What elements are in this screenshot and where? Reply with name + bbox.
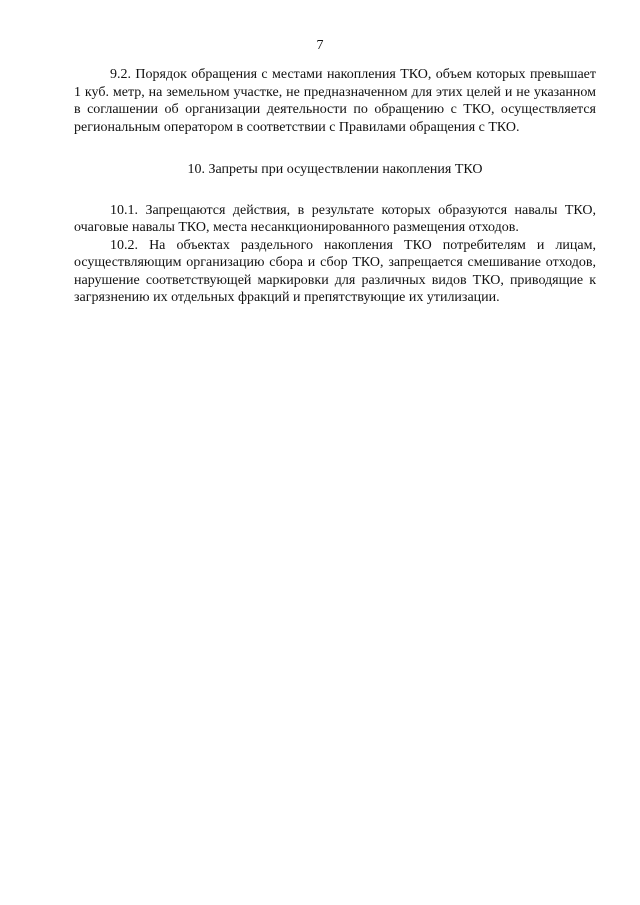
document-body <box>74 66 596 307</box>
page-number: 7 <box>316 38 324 53</box>
paragraph-10-1: 10.1. Запрещаются действия, в результате которых образуются навалы ТКО, очаговые навалы ТКО, места несанкционированного размещения отходов. <box>74 202 596 235</box>
section-heading-10: 10. Запреты при осуществлении накопления ТКО <box>187 162 483 177</box>
paragraph-10-2: 10.2. На объектах раздельного накопления ТКО потребителям и лицам, осуществляющим организацию сбора и сбор ТКО, запрещается смешивание отходов, нарушение соответствующей маркировки для различных видов ТКО, приводящие к загрязнению их отдельных фракций и препятствующие их утилизации. <box>74 237 596 305</box>
paragraph-9-2: 9.2. Порядок обращения с местами накопления ТКО, объем которых превышает 1 куб. метр, на земельном участке, не предназначенном для этих целей и не указанном в соглашении об организации деятельности по обращению с ТКО, осуществляется региональным оператором в соответствии с Правилами обращения с ТКО. <box>74 67 596 135</box>
